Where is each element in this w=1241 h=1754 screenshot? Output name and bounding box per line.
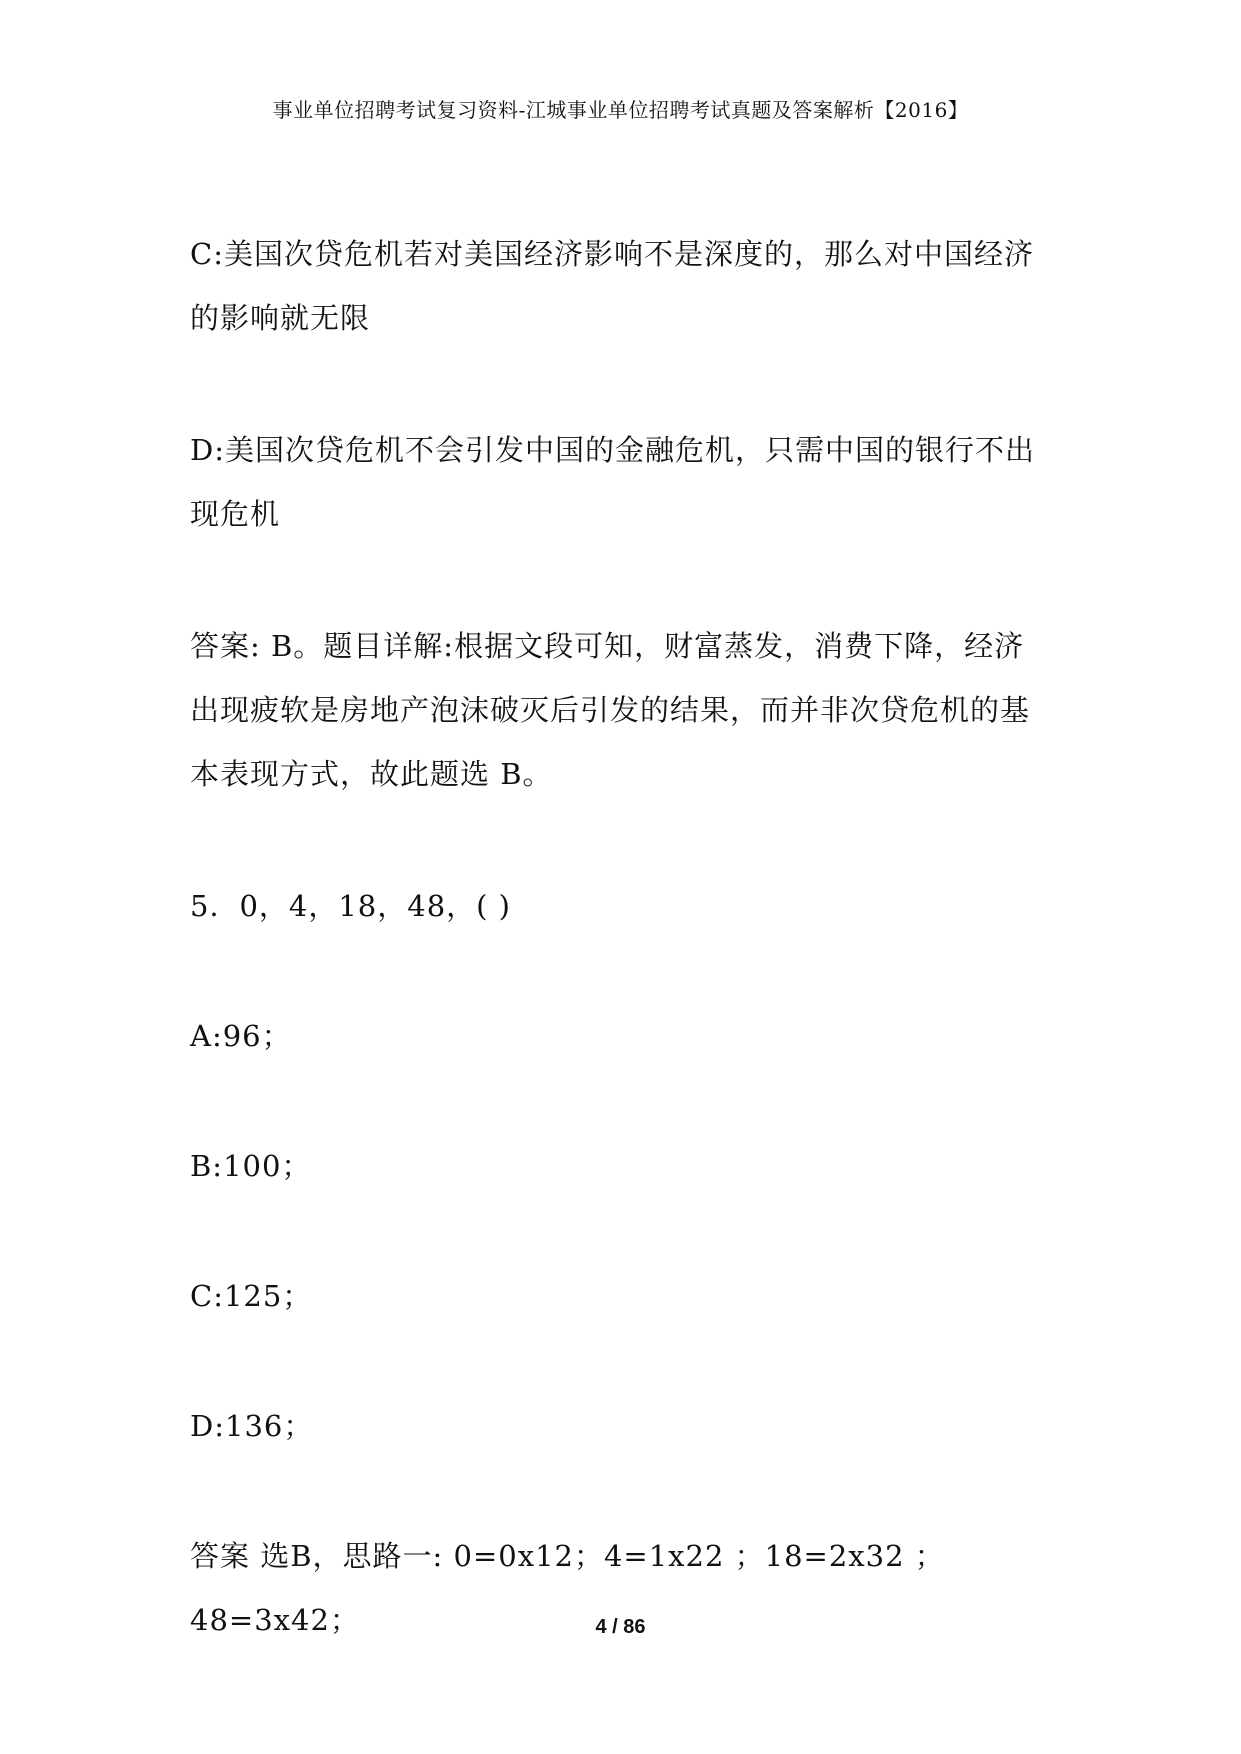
q5-option-a: A:96； [190,1019,292,1053]
question-5: 5．0，4，18，48，( ) [190,889,512,923]
page-number: 4 / 86 [595,1616,646,1638]
text-line: 的影响就无限 [190,301,371,335]
text-line: C:美国次贷危机若对美国经济影响不是深度的，那么对中国经济 [190,237,1034,271]
text-line: 现危机 [190,497,281,531]
text-line: 出现疲软是房地产泡沫破灭后引发的结果，而并非次贷危机的基 [190,693,1031,727]
q5-option-d: D:136； [190,1409,314,1443]
q5-option-b: B:100； [190,1149,312,1183]
q5-option-c: C:125； [190,1279,313,1313]
document-header: 事业单位招聘考试复习资料-江城事业单位招聘考试真题及答案解析【2016】 [272,98,969,122]
answer-explanation-q4 [190,614,1070,806]
text-line: D:美国次贷危机不会引发中国的金融危机，只需中国的银行不出 [190,433,1036,467]
text-line: 本表现方式，故此题选 B。 [190,757,553,791]
text-line: 答案: B。题目详解:根据文段可知，财富蒸发，消费下降，经济 [190,629,1025,663]
option-c [190,222,1070,350]
option-d [190,418,1070,546]
answer-explanation-q5: 答案 选B，思路一: 0=0x12；4=1x22 ；18=2x32 ；48=3x42； [190,1539,945,1637]
